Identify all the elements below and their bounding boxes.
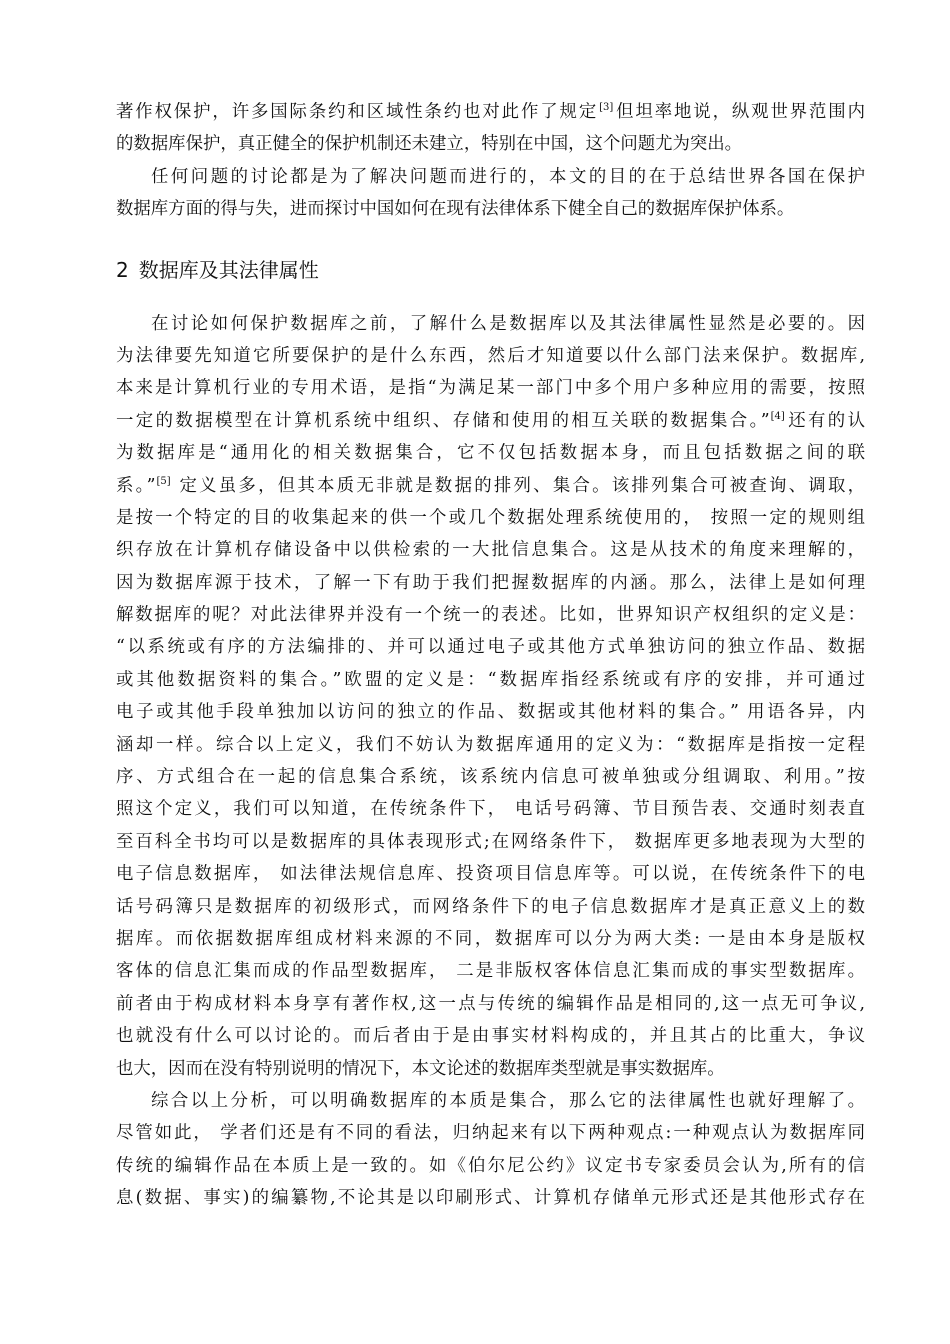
text-segment: 一定的数据模型在计算机系统中组织、存储和使用的相互关联的数据集合。” — [116, 410, 770, 431]
text-line: 是按一个特定的目的收集起来的供一个或几个数据处理系统使用的， 按照一定的规则组 — [116, 507, 865, 528]
text-line: 据库。而依据数据库组成材料来源的不同，数据库可以分为两大类: 一是由本身是版权 — [116, 928, 865, 949]
text-segment: 但坦率地说，纵观世界范围内 — [614, 102, 865, 122]
text-line — [116, 96, 865, 128]
paragraph-1 — [116, 96, 865, 161]
citation-3[interactable]: [3] — [599, 102, 614, 113]
text-line: 照这个定义，我们可以知道，在传统条件下， 电话号码簿、节目预告表、交通时刻表直 — [116, 799, 865, 820]
text-line: “以系统或有序的方法编排的、并可以通过电子或其他方式单独访问的独立作品、数据 — [116, 637, 865, 658]
text-line: 解数据库的呢？对此法律界并没有一个统一的表述。比如，世界知识产权组织的定义是： — [116, 605, 865, 626]
text-line: 话号码簿只是数据库的初级形式，而网络条件下的电子信息数据库才是真正意义上的数 — [116, 896, 865, 917]
paragraph-2 — [116, 161, 865, 226]
text-line: 至百科全书均可以是数据库的具体表现形式;在网络条件下， 数据库更多地表现为大型的 — [116, 831, 865, 852]
text-line: 客体的信息汇集而成的作品型数据库， 二是非版权客体信息汇集而成的事实型数据库。 — [116, 961, 865, 982]
text-line: 任何问题的讨论都是为了解决问题而进行的，本文的目的在于总结世界各国在保护 — [151, 166, 865, 187]
text-line — [116, 405, 865, 437]
section-number: 2 — [116, 257, 129, 282]
text-line: 电子信息数据库， 如法律法规信息库、投资项目信息库等。可以说，在传统条件下的电 — [116, 864, 865, 885]
text-line: 序、方式组合在一起的信息集合系统，该系统内信息可被单独或分组调取、利用。”按 — [116, 767, 865, 788]
text-line: 也大，因而在没有特别说明的情况下，本文论述的数据库类型就是事实数据库。 — [116, 1058, 725, 1079]
text-line: 在讨论如何保护数据库之前，了解什么是数据库以及其法律属性显然是必要的。因 — [151, 313, 865, 334]
paragraph-3 — [116, 308, 865, 1085]
paragraph-4 — [116, 1085, 865, 1215]
text-line: 综合以上分析，可以明确数据库的本质是集合，那么它的法律属性也就好理解了。 — [151, 1090, 865, 1111]
text-segment: 还有的认 — [785, 410, 865, 431]
section-heading — [116, 252, 865, 288]
citation-5[interactable]: [5] — [156, 475, 171, 487]
text-line: 为数据库是“通用化的相关数据集合，它不仅包括数据本身，而且包括数据之间的联 — [116, 443, 865, 464]
text-line: 的数据库保护，真正健全的保护机制还未建立，特别在中国，这个问题尤为突出。 — [116, 134, 743, 155]
text-line: 或其他数据资料的集合。”欧盟的定义是：“数据库指经系统或有序的安排，并可通过 — [116, 669, 865, 690]
text-segment: 系。” — [116, 475, 156, 496]
text-line: 电子或其他手段单独加以访问的独立的作品、数据或其他材料的集合。” 用语各异，内 — [116, 702, 865, 723]
text-line: 前者由于构成材料本身享有著作权,这一点与传统的编辑作品是相同的,这一点无可争议, — [116, 993, 865, 1014]
text-line: 织存放在计算机存储设备中以供检索的一大批信息集合。这是从技术的角度来理解的， — [116, 540, 865, 561]
text-line: 本来是计算机行业的专用术语，是指“为满足某一部门中多个用户多种应用的需要，按照 — [116, 378, 865, 399]
text-line: 为法律要先知道它所要保护的是什么东西，然后才知道要以什么部门法来保护。数据库, — [116, 345, 865, 366]
text-segment: 定义虽多，但其本质无非就是数据的排列、集合。该排列集合可被查询、调取， — [171, 475, 865, 496]
text-line: 因为数据库源于技术，了解一下有助于我们把握数据库的内涵。那么，法律上是如何理 — [116, 572, 865, 593]
text-line: 息(数据、事实)的编纂物,不论其是以印刷形式、计算机存储单元形式还是其他形式存在 — [116, 1188, 865, 1209]
text-line: 涵却一样。综合以上定义，我们不妨认为数据库通用的定义为：“数据库是指按一定程 — [116, 734, 865, 755]
section-title: 数据库及其法律属性 — [138, 257, 319, 282]
text-line — [116, 470, 865, 502]
text-line: 也就没有什么可以讨论的。而后者由于是由事实材料构成的，并且其占的比重大，争议 — [116, 1026, 865, 1047]
text-segment: 著作权保护，许多国际条约和区域性条约也对此作了规定 — [116, 102, 599, 122]
citation-4[interactable]: [4] — [770, 410, 785, 422]
text-line: 数据库方面的得与失，进而探讨中国如何在现有法律体系下健全自己的数据库保护体系。 — [116, 199, 795, 220]
text-line: 尽管如此， 学者们还是有不同的看法，归纳起来有以下两种观点:一种观点认为数据库同 — [116, 1123, 865, 1144]
text-line: 传统的编辑作品在本质上是一致的。如《伯尔尼公约》议定书专家委员会认为,所有的信 — [116, 1155, 865, 1176]
